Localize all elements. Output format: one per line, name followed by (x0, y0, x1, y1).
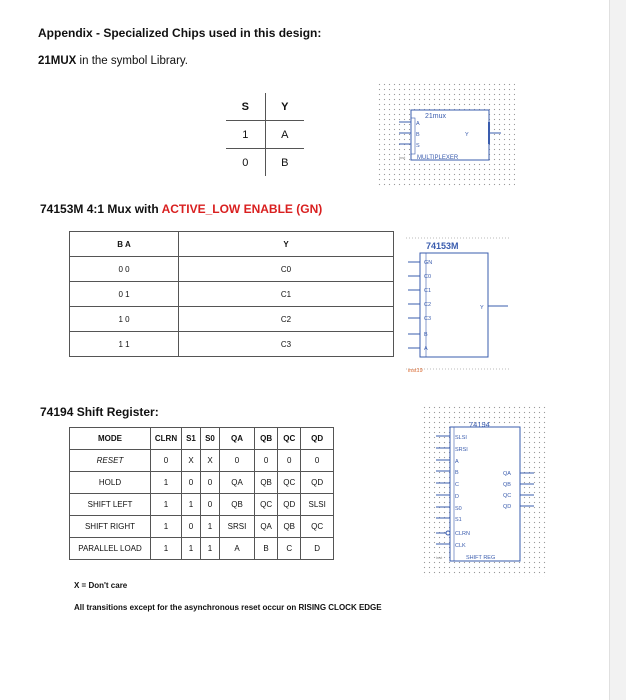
pin-label: C1 (424, 288, 432, 294)
shift-symbol-grid (422, 405, 548, 577)
table-cell: RESET (70, 450, 151, 472)
table-cell: A (265, 121, 304, 149)
shift-symbol-title: 74194 (469, 420, 490, 429)
header-ba: B A (70, 232, 179, 257)
table-cell: 1 (182, 538, 201, 560)
table-cell: A (220, 538, 255, 560)
table-cell: QA (220, 472, 255, 494)
table-cell: 1 (201, 516, 220, 538)
table-cell: 0 (255, 450, 278, 472)
pin-label: B (424, 332, 428, 338)
table-cell: QB (255, 472, 278, 494)
table-cell: 0 (201, 472, 220, 494)
table-cell: QD (278, 494, 301, 516)
pin-label: SLSI (455, 435, 467, 441)
pin-label: B (455, 470, 459, 476)
table-cell: C3 (179, 332, 394, 357)
dont-care-note: X = Don't care (74, 581, 128, 590)
table-cell: B (265, 149, 304, 177)
mux74153-truth-table (69, 231, 394, 357)
header-cell: QA (220, 428, 255, 450)
table-cell: 0 (182, 472, 201, 494)
mux74153-heading-prefix: 74153M 4:1 Mux with (40, 202, 162, 216)
mux74153-symbol-area (400, 228, 518, 378)
pin-label: CLRN (455, 531, 470, 537)
table-cell: 1 1 (70, 332, 179, 357)
table-cell: 0 (182, 516, 201, 538)
table-cell: 0 (226, 149, 265, 177)
header-s: S (226, 93, 265, 121)
table-cell: 0 (201, 494, 220, 516)
table-cell: SRSI (220, 516, 255, 538)
mux74153-heading (40, 202, 322, 216)
table-cell: 1 0 (70, 307, 179, 332)
inst-label: inst19 (408, 368, 423, 374)
mux74153-symbol (400, 228, 518, 378)
table-cell: QB (278, 516, 301, 538)
table-cell: 1 (151, 494, 182, 516)
table-cell: 0 0 (70, 257, 179, 282)
table-cell: QC (301, 516, 334, 538)
table-cell: B (255, 538, 278, 560)
table-cell: D (301, 538, 334, 560)
table-cell: SHIFT LEFT (70, 494, 151, 516)
mux74153-heading-red: ACTIVE_LOW ENABLE (GN) (161, 202, 323, 216)
table-cell: QC (255, 494, 278, 516)
table-cell: 0 (220, 450, 255, 472)
mux21-desc: in the symbol Library. (76, 55, 188, 67)
table-cell: C2 (179, 307, 394, 332)
pin-label: S0 (455, 506, 462, 512)
mux21-caption (38, 55, 188, 67)
table-cell: 0 (278, 450, 301, 472)
table-cell: X (182, 450, 201, 472)
mux21-truth-table (226, 93, 304, 176)
pin-label: B (416, 132, 420, 138)
pin-label: S1 (455, 517, 462, 523)
header-cell: CLRN (151, 428, 182, 450)
mux21-symbol-title: 21mux (425, 113, 447, 120)
mux21-symbol-footer: MULTIPLEXER (417, 155, 459, 161)
table-cell: SHIFT RIGHT (70, 516, 151, 538)
page-scrollbar[interactable] (609, 0, 626, 700)
header-cell: S0 (201, 428, 220, 450)
out-label: Y (480, 305, 484, 311)
header-cell: S1 (182, 428, 201, 450)
table-cell: C1 (179, 282, 394, 307)
table-cell: 1 (151, 472, 182, 494)
transition-note: All transitions except for the asynchronous reset occur on RISING CLOCK EDGE (74, 603, 382, 612)
table-cell: SLSI (301, 494, 334, 516)
header-cell: QC (278, 428, 301, 450)
table-cell: C (278, 538, 301, 560)
table-cell: 0 (151, 450, 182, 472)
shift-symbol-footer: SHIFT REG (466, 555, 496, 561)
table-cell: C0 (179, 257, 394, 282)
table-cell: 1 (201, 538, 220, 560)
shift-symbol (422, 405, 548, 577)
pin-label: CLK (455, 543, 466, 549)
table-cell: 1 (182, 494, 201, 516)
table-cell: QB (220, 494, 255, 516)
out-label: QD (503, 504, 512, 510)
inst-tag: inst (436, 555, 443, 560)
table-cell: 1 (151, 538, 182, 560)
out-label: QA (503, 471, 511, 477)
header-cell: MODE (70, 428, 151, 450)
mux21-symbol-grid (377, 82, 515, 188)
pin-label: A (455, 459, 459, 465)
header-cell: QD (301, 428, 334, 450)
pin-label: C2 (424, 302, 432, 308)
inst-tag: inst (399, 155, 406, 160)
table-cell: 0 (301, 450, 334, 472)
page-title: Appendix - Specialized Chips used in this design: (38, 26, 322, 40)
table-cell: HOLD (70, 472, 151, 494)
pin-label: C0 (424, 274, 432, 280)
header-y: Y (179, 232, 394, 257)
table-cell: QD (301, 472, 334, 494)
out-label: Y (465, 132, 469, 138)
out-label: QB (503, 482, 511, 488)
pin-label: A (416, 121, 420, 127)
mux74153-symbol-title: 74153M (426, 241, 459, 251)
table-cell: PARALLEL LOAD (70, 538, 151, 560)
pin-label: S (416, 143, 420, 149)
pin-label: SRSI (455, 447, 468, 453)
header-cell: QB (255, 428, 278, 450)
table-cell: 1 (151, 516, 182, 538)
mux21-symbol (377, 82, 515, 188)
pin-label: D (455, 494, 459, 500)
out-label: QC (503, 493, 512, 499)
header-y: Y (265, 93, 304, 121)
pin-label: A (424, 346, 428, 352)
pin-label: GN (424, 260, 433, 266)
mux21-name: 21MUX (38, 55, 77, 67)
table-cell: QA (255, 516, 278, 538)
shift-truth-table (69, 427, 334, 560)
table-cell: 1 (226, 121, 265, 149)
table-cell: 0 1 (70, 282, 179, 307)
pin-label: C (455, 482, 459, 488)
table-cell: QC (278, 472, 301, 494)
shift-heading: 74194 Shift Register: (40, 405, 159, 419)
pin-label: C3 (424, 316, 432, 322)
table-cell: X (201, 450, 220, 472)
